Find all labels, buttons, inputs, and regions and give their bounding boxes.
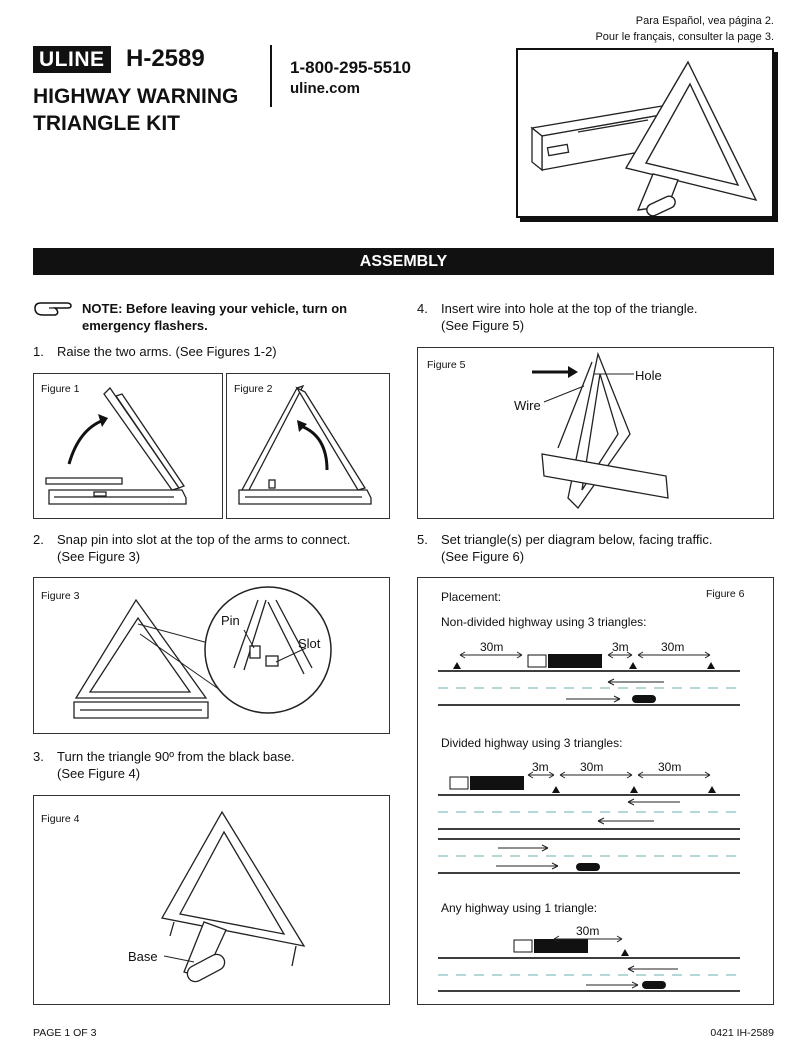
figure-1-label: Figure 1 bbox=[41, 383, 80, 395]
step-1-number: 1. bbox=[33, 344, 44, 359]
dist-30m-5: 30m bbox=[576, 924, 600, 938]
any-highway-heading: Any highway using 1 triangle: bbox=[441, 901, 598, 915]
figure-4-label: Figure 4 bbox=[41, 813, 80, 825]
figure-4 bbox=[33, 795, 390, 1005]
dist-30m-2: 30m bbox=[661, 640, 685, 654]
pin-label: Pin bbox=[221, 613, 240, 628]
warning-triangles bbox=[453, 662, 716, 956]
figure-3-label: Figure 3 bbox=[41, 590, 80, 602]
divided-heading: Divided highway using 3 triangles: bbox=[441, 736, 623, 750]
figure-5 bbox=[417, 347, 774, 519]
slot-label: Slot bbox=[298, 636, 321, 651]
dist-30m-4: 30m bbox=[658, 760, 682, 774]
dist-3m-1: 3m bbox=[612, 640, 629, 654]
hole-label: Hole bbox=[635, 368, 662, 383]
page-number: PAGE 1 OF 3 bbox=[33, 1027, 97, 1039]
figure-6 bbox=[417, 577, 774, 1005]
spanish-note: Para Español, vea página 2. bbox=[635, 15, 774, 27]
figure-5-label: Figure 5 bbox=[427, 359, 466, 371]
title-line-1: HIGHWAY WARNING bbox=[33, 85, 239, 108]
step-2-number: 2. bbox=[33, 532, 44, 547]
dist-3m-2: 3m bbox=[532, 760, 549, 774]
product-image bbox=[516, 48, 774, 218]
header-divider bbox=[270, 45, 272, 107]
step-3-text-line-1: Turn the triangle 90º from the black base. bbox=[57, 749, 295, 764]
step-2-text-line-2: (See Figure 3) bbox=[57, 549, 141, 564]
placement-label: Placement: bbox=[441, 590, 502, 604]
phone-number: 1-800-295-5510 bbox=[290, 58, 411, 77]
step-4-text-line-1: Insert wire into hole at the top of the triangle. bbox=[441, 301, 698, 316]
nondivided-heading: Non-divided highway using 3 triangles: bbox=[441, 615, 647, 629]
note-line-1: NOTE: Before leaving your vehicle, turn on bbox=[82, 301, 348, 316]
step-1-text: Raise the two arms. (See Figures 1-2) bbox=[57, 344, 277, 359]
french-note: Pour le français, consulter la page 3. bbox=[595, 31, 774, 43]
website: uline.com bbox=[290, 80, 361, 97]
step-2-text-line-1: Snap pin into slot at the top of the arms to connect. bbox=[57, 532, 351, 547]
base-label: Base bbox=[128, 949, 158, 964]
step-4-text-line-2: (See Figure 5) bbox=[441, 318, 525, 333]
uline-logo: ULINE bbox=[33, 46, 111, 73]
step-3-text-line-2: (See Figure 4) bbox=[57, 766, 141, 781]
figure-2-label: Figure 2 bbox=[234, 383, 273, 395]
step-3-number: 3. bbox=[33, 749, 44, 764]
dist-30m-3: 30m bbox=[580, 760, 604, 774]
model-number: H-2589 bbox=[126, 45, 205, 72]
step-5-text-line-1: Set triangle(s) per diagram below, facing traffic. bbox=[441, 532, 713, 547]
wire-label: Wire bbox=[514, 398, 541, 413]
title-line-2: TRIANGLE KIT bbox=[33, 112, 180, 135]
step-5-number: 5. bbox=[417, 532, 428, 547]
figure-6-label: Figure 6 bbox=[706, 588, 745, 600]
figure-1 bbox=[33, 373, 223, 519]
pointing-hand-icon bbox=[33, 300, 73, 318]
assembly-banner: ASSEMBLY bbox=[33, 248, 774, 275]
dist-30m-1: 30m bbox=[480, 640, 504, 654]
figure-2 bbox=[226, 373, 390, 519]
figure-3 bbox=[33, 577, 390, 734]
step-5-text-line-2: (See Figure 6) bbox=[441, 549, 525, 564]
document-code: 0421 IH-2589 bbox=[710, 1027, 774, 1039]
note-line-2: emergency flashers. bbox=[82, 318, 208, 333]
step-4-number: 4. bbox=[417, 301, 428, 316]
